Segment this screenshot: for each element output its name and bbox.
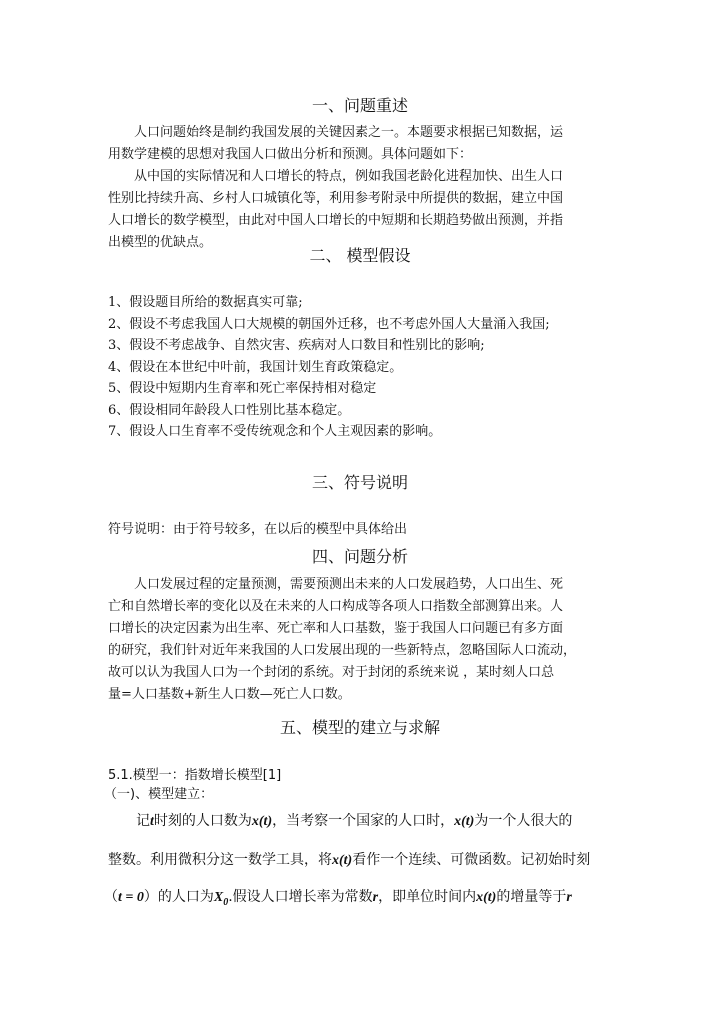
math-x-of-t: x(t) [332,853,353,868]
text-line: 用数学建模的思想对我国人口做出分析和预测。具体问题如下： [108,147,473,162]
text-run: ）的人口为 [143,889,214,905]
text-run: 为一个人很大的 [474,813,573,829]
math-x-of-t: x(t) [454,814,475,829]
text-line: 人口发展过程的定量预测，需要预测出未来的人口发展趋势，人口出生、死 [108,577,564,592]
model-one-heading: 5.1.模型一：指数增长模型[1] [108,768,282,783]
problem-restatement-paragraph [108,122,612,254]
assumptions-list [108,292,618,443]
text-run: 时刻的人口数为 [153,813,252,829]
analysis-paragraph [108,574,612,706]
text-run: .假设人口增长率为常数 [228,889,373,905]
symbols-note: 符号说明：由于符号较多，在以后的模型中具体给出 [108,522,408,537]
list-item: 2、假设不考虑我国人口大规模的朝国外迁移，也不考虑外国人大量涌入我国; [108,316,550,332]
model-text-line-1 [108,810,612,833]
section-heading-assumptions: 二、 模型假设 [309,246,411,265]
text-run: （ [104,889,118,905]
section-heading-analysis: 四、问题分析 [311,547,408,566]
text-line: 出模型的优缺点。 [108,235,213,250]
text-line: 亡和自然增长率的变化以及在未来的人口构成等各项人口指数全部测算出来。人 [108,599,564,614]
text-line: 的研究，我们针对近年来我国的人口发展出现的一些新特点，忽略国际人口流动， [108,643,577,658]
text-run: 看作一个连续、可微函数。记初始时刻 [352,852,591,868]
section-heading-problem-restatement: 一、问题重述 [311,96,408,115]
model-text-line-2 [108,849,612,872]
model-text-line-3 [104,886,608,914]
list-item: 3、假设不考虑战争、自然灾害、疾病对人口数目和性别比的影响; [108,338,485,353]
section-heading-symbols: 三、符号说明 [311,473,408,492]
math-var-t: t [150,814,154,829]
text-line: 故可以认为我国人口为一个封闭的系统。对于封闭的系统来说 ，某时刻人口总 [108,665,555,680]
model-build-subheading: （一)、模型建立： [104,787,214,802]
text-run: ，即单位时间内 [378,889,477,905]
text-line: 从中国的实际情况和人口增长的特点，例如我国老龄化进程加快、出生人口 [108,169,564,184]
list-item: 4、假设在本世纪中叶前，我国计划生育政策稳定。 [108,359,403,375]
text-line: 人口问题始终是制约我国发展的关键因素之一。本题要求根据已知数据，运 [108,125,564,140]
text-line: 量=人口基数+新生人口数—死亡人口数。 [108,687,351,702]
text-run: 记 [108,813,150,829]
text-run: 的增量等于 [496,889,567,905]
section-heading-model-solution: 五、模型的建立与求解 [279,718,440,737]
text-run: 整数。利用微积分这一数学工具，将 [108,852,332,868]
math-x-zero: X [213,890,224,905]
list-item: 7、假设人口生育率不受传统观念和个人主观因素的影响。 [108,424,442,439]
text-run: ，当考察一个国家的人口时， [272,813,455,829]
list-item: 1、假设题目所给的数据真实可靠; [108,295,303,310]
math-x-of-t: x(t) [476,890,497,905]
text-line: 性别比持续升高、乡村人口城镇化等，利用参考附录中所提供的数据，建立中国 [108,191,564,206]
math-x-zero-subscript: 0 [223,896,229,908]
text-line: 人口增长的数学模型，由此对中国人口增长的中短期和长期趋势做出预测，并指 [108,213,564,228]
math-var-r: r [566,890,572,905]
math-t-equals-zero: t = 0 [118,890,144,905]
list-item: 5、假设中短期内生育率和死亡率保持相对稳定 [108,381,377,396]
text-line: 口增长的决定因素为出生率、死亡率和人口基数，鉴于我国人口问题已有多方面 [108,621,564,636]
list-item: 6、假设相同年龄段人口性别比基本稳定。 [108,402,351,418]
math-x-of-t: x(t) [251,814,273,829]
math-var-r: r [372,890,379,905]
